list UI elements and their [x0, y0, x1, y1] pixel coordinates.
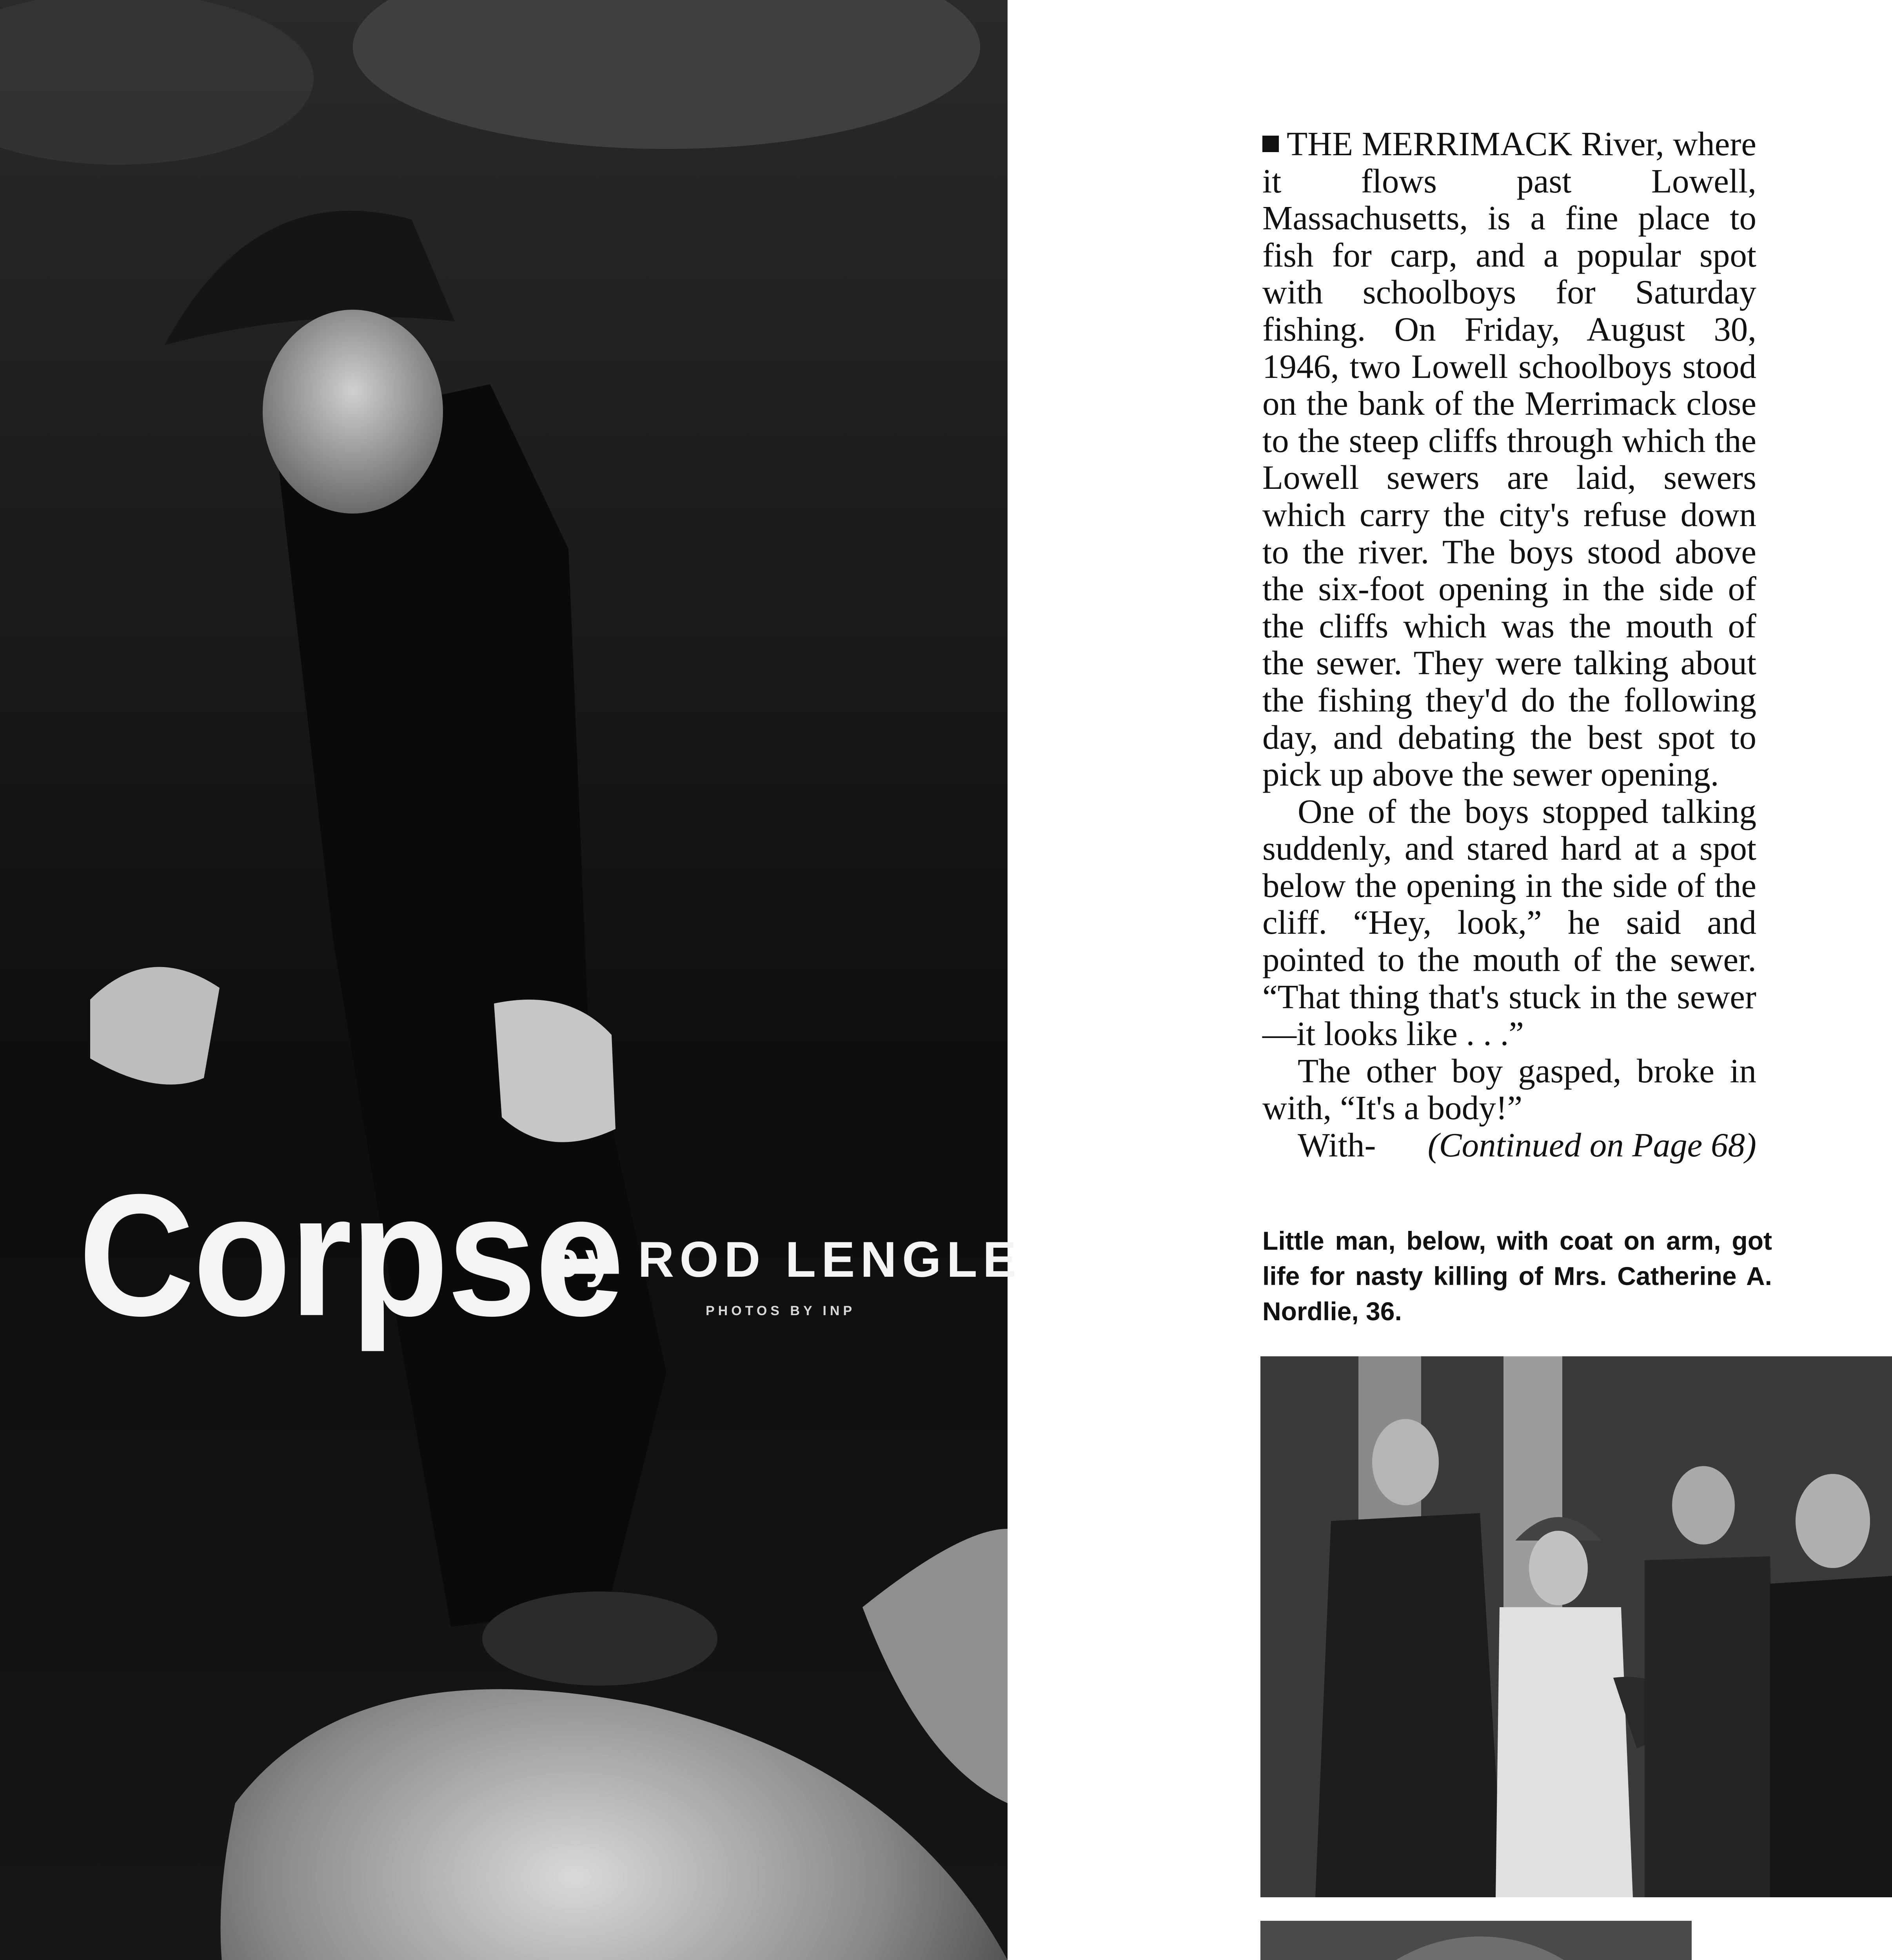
paragraph-1	[1262, 125, 1756, 793]
lead-bullet-icon	[1262, 136, 1279, 152]
article-headline: Corpse	[78, 1158, 623, 1352]
portrait-photo	[1260, 1921, 1692, 1960]
continued-note: (Continued on Page 68)	[1427, 1126, 1756, 1164]
article-body	[1262, 125, 1756, 1164]
continuation-line	[1298, 1127, 1756, 1164]
photo-credit: PHOTOS BY INP	[706, 1303, 856, 1318]
paragraph-1-text: THE MERRIMACK River, where it flows past Lowell, Massachusetts, is a fine place to fish for carp, and a popular spot with schoolboys for Saturday fishing. On Friday, August 30, 1946, two Lowell schoolboys stood on the bank of the Merrimack close to the steep cliffs through which the Lowell sewers are laid, sewers which carry the city's refuse down to the river. The boys stood above the six-foot opening in the side of the cliffs which was the mouth of the sewer. They were talking about the fishing they'd do the following day, and debating the best spot to pick up above the sewer opening.	[1262, 125, 1756, 793]
group-photo	[1260, 1356, 1892, 1897]
group-photo-illustration	[1260, 1356, 1892, 1897]
paragraph-2: One of the boys stopped talking suddenly, and stared hard at a spot below the opening in the side of the cliff. “Hey, look,” he said and pointed to the mouth of the sewer. “That thing that's stuck in the sewer—it looks like . . .”	[1262, 792, 1756, 1053]
paragraph-3: The other boy gasped, broke in with, “It's a body!”	[1262, 1051, 1756, 1127]
last-word: With-	[1298, 1126, 1376, 1164]
article-byline: by ROD LENGLE	[549, 1232, 1022, 1288]
photo-caption: Little man, below, with coat on arm, got life for nasty killing of Mrs. Catherine A. Nordlie, 36.	[1262, 1226, 1772, 1326]
portrait-photo-illustration	[1260, 1921, 1692, 1960]
